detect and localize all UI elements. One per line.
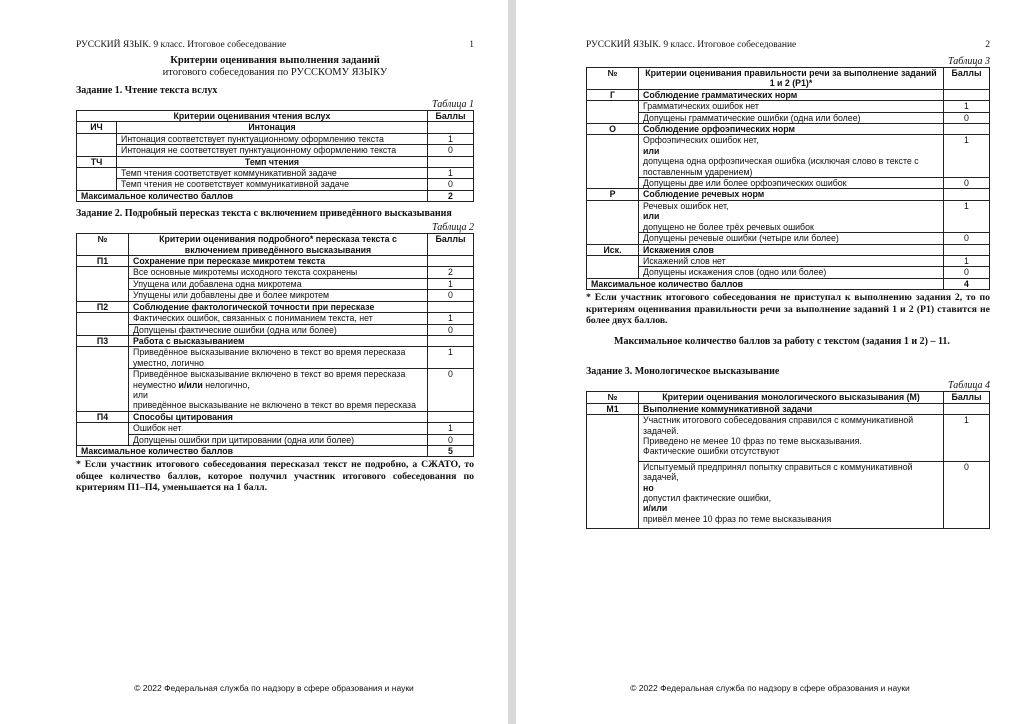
max-score-label: Максимальное количество баллов [77,190,428,201]
document-title-line-1: Критерии оценивания выполнения заданий [170,55,380,66]
criterion-title: Искажения слов [639,244,944,255]
criterion-text: Допущены ошибки при цитировании (одна или более) [129,434,428,445]
table-row [77,234,474,256]
criterion-text [129,369,428,412]
criterion-title: Соблюдение речевых норм [639,189,944,200]
criterion-text: Темп чтения соответствует коммуникативной задаче [117,168,428,179]
table-row [77,278,474,289]
table-row [77,190,474,201]
criterion-code: П4 [77,411,129,422]
footnote: * Если участник итогового собеседования не приступал к выполнению задания 2, то по критериям оценивания правильности речи за выполнение заданий 1 и 2 (Р1) ставится не более двух баллов. [586,292,990,326]
criterion-code: М1 [587,403,639,414]
criterion-text-part: допустил фактические ошибки, [643,493,772,503]
criterion-title: Темп чтения [117,156,428,167]
table-row [77,313,474,324]
criterion-points: 0 [428,290,474,301]
table-row [587,135,990,178]
criterion-points: 0 [428,145,474,156]
column-header-criteria: Критерии оценивания монологического высказывания (М) [639,392,944,403]
page-number: 1 [469,40,474,50]
criterion-points: 1 [428,423,474,434]
criterion-code: О [587,124,639,135]
page-footer: © 2022 Федеральная служба по надзору в сфере образования и науки [134,683,414,693]
criterion-text-part: привёл менее 10 фраз по теме высказывания [643,513,832,524]
criterion-text-part: приведённое высказывание не включено в текст во время пересказа [133,400,416,411]
table-row [587,267,990,278]
document-title-line-2: итогового собеседования по РУССКОМУ ЯЗЫКУ [162,67,388,78]
column-header-criteria: Критерии оценивания подробного* пересказа текста с включением приведённого высказывания [129,234,428,256]
conjunction-and-or: и/или [178,379,203,390]
criterion-text-part: допущена одна орфоэпическая ошибка (исключая слово в тексте с поставленным ударением) [643,156,919,177]
criterion-text [639,415,944,462]
criterion-text-part: Участник итогового собеседования справился с коммуникативной задачей. [643,415,914,436]
criterion-title: Соблюдение орфоэпических норм [639,124,944,135]
table-2 [76,233,474,457]
table-row [77,423,474,434]
footnote: * Если участник итогового собеседования пересказал текст не подробно, а СЖАТО, то общее количество баллов, которое получил участник итогового собеседования по критериям П1–П4, уменьшается на 1 балл. [76,459,474,494]
table-row [77,347,474,369]
max-score-value: 4 [944,278,990,289]
criterion-text-part: Фактические ошибки отсутствуют [643,446,780,457]
criterion-text-part: Испытуемый предпринял попытку справиться с коммуникативной задачей, [643,461,913,483]
criterion-points: 0 [944,178,990,189]
conjunction-and-or: и/или [643,503,668,514]
criterion-text: Искажений слов нет [639,255,944,266]
criterion-text: Допущены грамматические ошибки (одна или более) [639,112,944,123]
criterion-points: 0 [944,461,990,528]
table-row [77,301,474,312]
criterion-text [639,135,944,178]
table-row [587,68,990,90]
criterion-title: Интонация [117,122,428,133]
table-row [587,112,990,123]
criterion-title: Выполнение коммуникативной задачи [639,403,944,414]
table-row [587,392,990,403]
criterion-text-part: Орфоэпических ошибок нет, [643,135,759,146]
criterion-points: 2 [428,267,474,278]
column-header-number: № [587,392,639,403]
table-row [587,278,990,289]
criterion-code: Г [587,89,639,100]
criterion-points: 0 [428,369,474,412]
criterion-title: Сохранение при пересказе микротем текста [129,256,428,267]
criterion-text: Ошибок нет [129,423,428,434]
table-row [587,189,990,200]
table-row [77,156,474,167]
criterion-text-part: Приведённое высказывание включено в текст во время пересказа неуместно [133,369,406,390]
page-2 [516,0,1024,724]
criterion-title: Соблюдение грамматических норм [639,89,944,100]
criterion-points: 0 [944,267,990,278]
column-header-number: № [587,68,639,90]
table-row [587,89,990,100]
criterion-text: Допущены две или более орфоэпических ошибок [639,178,944,189]
criterion-text: Все основные микротемы исходного текста сохранены [129,267,428,278]
criterion-points: 0 [428,179,474,190]
criterion-points: 1 [428,168,474,179]
table-3 [586,67,990,290]
table-2-caption: Таблица 2 [432,222,474,234]
table-row [77,122,474,133]
criterion-text: Допущены фактические ошибки (одна или более) [129,324,428,335]
table-1-caption: Таблица 1 [432,99,474,110]
criterion-text-part: Речевых ошибок нет, [643,200,729,211]
column-header-criteria: Критерии оценивания чтения вслух [77,111,428,122]
conjunction-or: или [133,389,148,400]
criterion-title: Способы цитирования [129,411,428,422]
table-row [77,179,474,190]
criterion-points: 1 [944,135,990,178]
criterion-text: Фактических ошибок, связанных с пониманием текста, нет [129,313,428,324]
table-row [587,101,990,112]
table-4 [586,391,990,529]
max-score-label: Максимальное количество баллов [77,445,428,456]
criterion-title: Соблюдение фактологической точности при пересказе [129,301,428,312]
criterion-text-part: Приведено не менее 10 фраз по теме высказывания. [643,435,862,446]
table-row [77,335,474,346]
column-header-points: Баллы [944,392,990,403]
column-header-points: Баллы [428,111,474,122]
page-number: 2 [985,40,990,50]
table-row [77,133,474,144]
table-row [587,255,990,266]
criterion-title: Работа с высказыванием [129,335,428,346]
table-row [77,369,474,412]
criterion-points: 0 [944,233,990,244]
page-footer: © 2022 Федеральная служба по надзору в сфере образования и науки [630,683,910,693]
table-row [77,434,474,445]
column-header-number: № [77,234,129,256]
criterion-text-part: допущено не более трёх речевых ошибок [643,221,814,232]
criterion-points: 1 [428,347,474,369]
table-row [587,415,990,462]
max-score-value: 5 [428,445,474,456]
table-row [587,200,990,232]
table-3-caption: Таблица 3 [948,56,990,67]
criterion-code: Иск. [587,244,639,255]
criterion-points: 1 [944,200,990,232]
table-row [77,324,474,335]
criterion-code: П1 [77,256,129,267]
criterion-text [639,200,944,232]
criterion-points: 0 [428,324,474,335]
criterion-code: ТЧ [77,156,117,167]
criterion-text: Упущены или добавлены две и более микротем [129,290,428,301]
criterion-points: 0 [428,434,474,445]
criterion-text-part: нелогично, [205,379,250,390]
criterion-text: Упущена или добавлена одна микротема [129,278,428,289]
criterion-text: Допущены искажения слов (одно или более) [639,267,944,278]
table-row [77,256,474,267]
max-score-label: Максимальное количество баллов [587,278,944,289]
table-row [587,461,990,528]
criterion-text: Темп чтения не соответствует коммуникативной задаче [117,179,428,190]
criterion-text: Допущены речевые ошибки (четыре или более) [639,233,944,244]
table-row [587,403,990,414]
table-row [77,290,474,301]
criterion-text: Интонация соответствует пунктуационному оформлению текста [117,133,428,144]
criterion-points: 1 [428,133,474,144]
max-score-value: 2 [428,190,474,201]
running-header-title: РУССКИЙ ЯЗЫК. 9 класс. Итоговое собеседование [586,40,797,50]
criterion-text: Грамматических ошибок нет [639,101,944,112]
column-header-points: Баллы [944,68,990,90]
column-header-points: Баллы [428,234,474,256]
criterion-points: 1 [428,313,474,324]
task-1-heading: Задание 1. Чтение текста вслух [76,85,218,96]
table-row [587,244,990,255]
criterion-code: Р [587,189,639,200]
table-row [587,124,990,135]
criterion-text: Интонация не соответствует пунктуационному оформлению текста [117,145,428,156]
table-row [587,233,990,244]
document-title [76,55,474,79]
table-row [77,267,474,278]
running-header [76,40,474,54]
criterion-code: П2 [77,301,129,312]
table-row [77,411,474,422]
table-row [77,111,474,122]
table-row [587,178,990,189]
criterion-points: 1 [944,415,990,462]
task-2-heading: Задание 2. Подробный пересказ текста с включением приведённого высказывания [76,208,452,220]
conjunction-or: или [643,145,660,156]
max-score-text: Максимальное количество баллов за работу с текстом (задания 1 и 2) – 11. [614,336,950,348]
table-row [77,168,474,179]
criterion-code: ИЧ [77,122,117,133]
page-gutter [508,0,516,724]
table-1 [76,110,474,202]
task-3-heading: Задание 3. Монологическое высказывание [586,366,780,378]
table-row [77,145,474,156]
criterion-points: 0 [944,112,990,123]
running-header [586,40,990,54]
running-header-title: РУССКИЙ ЯЗЫК. 9 класс. Итоговое собеседование [76,40,287,50]
conjunction-or: или [643,211,660,222]
criterion-text [639,461,944,528]
page-1 [0,0,508,724]
criterion-points: 1 [944,101,990,112]
criterion-text: Приведённое высказывание включено в текст во время пересказа уместно, логично [129,347,428,369]
table-4-caption: Таблица 4 [948,380,990,392]
table-row [77,445,474,456]
criterion-points: 1 [428,278,474,289]
criterion-code: П3 [77,335,129,346]
column-header-criteria: Критерии оценивания правильности речи за выполнение заданий 1 и 2 (Р1)* [639,68,944,90]
conjunction-but: но [643,482,654,493]
criterion-points: 1 [944,255,990,266]
